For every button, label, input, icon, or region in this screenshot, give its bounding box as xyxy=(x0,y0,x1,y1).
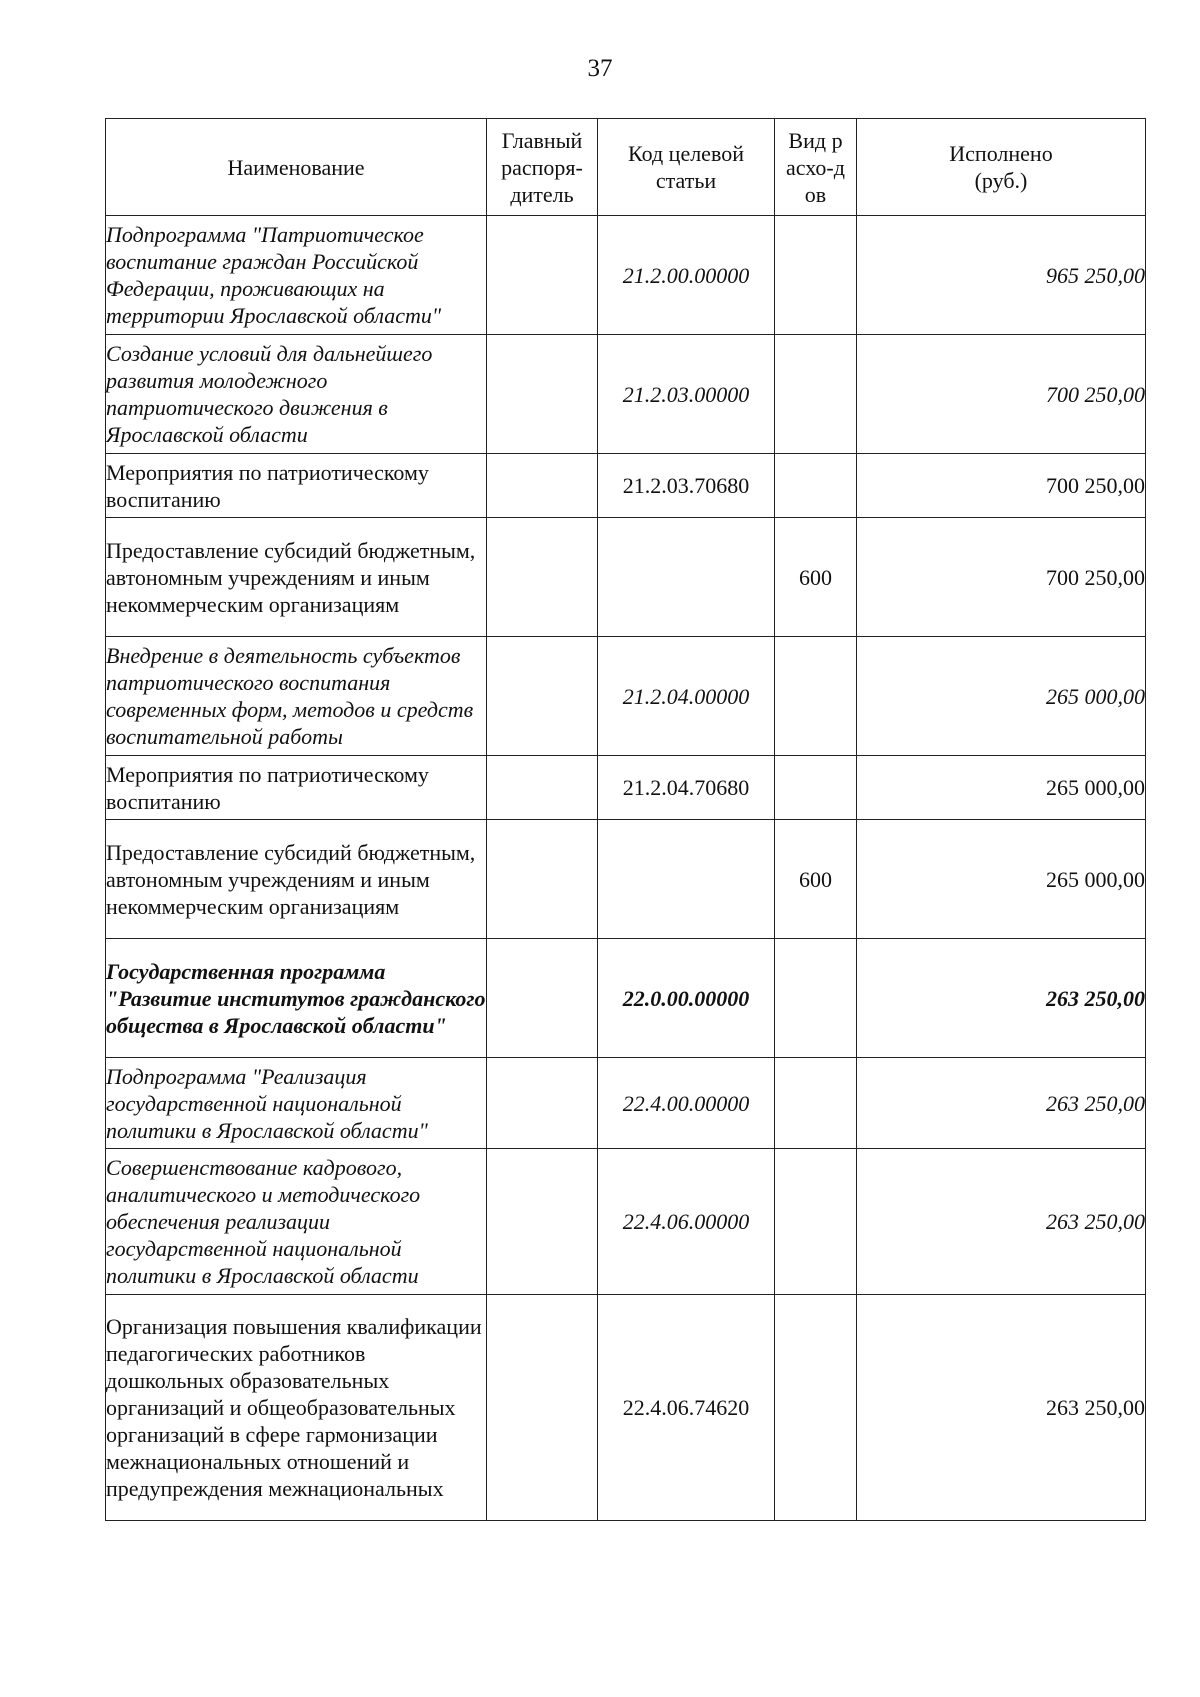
row-name: Подпрограмма "Реализация государственной национальной политики в Ярославской области" xyxy=(106,1058,487,1149)
row-name: Внедрение в деятельность субъектов патриотического воспитания современных форм, методов и средств воспитательной работы xyxy=(106,637,487,756)
table-row xyxy=(106,756,1146,820)
row-executed: 700 250,00 xyxy=(857,454,1146,518)
row-executed: 265 000,00 xyxy=(857,820,1146,939)
row-name: Предоставление субсидий бюджетным, автономным учреждениям и иным некоммерческим организациям xyxy=(106,820,487,939)
row-code: 21.2.03.00000 xyxy=(598,335,775,454)
header-name: Наименование xyxy=(106,119,487,216)
row-executed: 263 250,00 xyxy=(857,1149,1146,1295)
row-name: Государственная программа "Развитие институтов гражданского общества в Ярославской области" xyxy=(106,939,487,1058)
row-code: 21.2.04.00000 xyxy=(598,637,775,756)
header-manager-label: Главный распоря-дитель xyxy=(501,127,583,207)
row-code xyxy=(598,518,775,637)
row-code: 21.2.00.00000 xyxy=(598,216,775,335)
row-executed: 265 000,00 xyxy=(857,756,1146,820)
header-executed xyxy=(857,119,1146,216)
table-row xyxy=(106,454,1146,518)
row-manager xyxy=(487,1149,598,1295)
row-executed: 965 250,00 xyxy=(857,216,1146,335)
header-code xyxy=(598,119,775,216)
page-number: 37 xyxy=(587,55,613,82)
row-manager xyxy=(487,939,598,1058)
header-executed-label: Исполнено (руб.) xyxy=(949,141,1053,193)
row-expense-type xyxy=(775,939,857,1058)
row-manager xyxy=(487,335,598,454)
header-manager xyxy=(487,119,598,216)
table-row xyxy=(106,335,1146,454)
row-name: Мероприятия по патриотическому воспитанию xyxy=(106,756,487,820)
row-manager xyxy=(487,454,598,518)
row-expense-type: 600 xyxy=(775,820,857,939)
row-expense-type xyxy=(775,454,857,518)
row-name: Организация повышения квалификации педагогических работников дошкольных образовательных организаций и общеобразовательных организаций в сфере гармонизации межнациональных отношений и предупреждения межнациональных xyxy=(106,1295,487,1521)
table-row xyxy=(106,518,1146,637)
header-code-label: Код целевой статьи xyxy=(628,141,744,193)
row-expense-type xyxy=(775,1149,857,1295)
row-expense-type xyxy=(775,335,857,454)
row-name: Совершенствование кадрового, аналитического и методического обеспечения реализации государственной национальной политики в Ярославской области xyxy=(106,1149,487,1295)
table-row xyxy=(106,820,1146,939)
row-manager xyxy=(487,518,598,637)
table-row xyxy=(106,939,1146,1058)
row-name: Предоставление субсидий бюджетным, автономным учреждениям и иным некоммерческим организациям xyxy=(106,518,487,637)
row-name: Подпрограмма "Патриотическое воспитание граждан Российской Федерации, проживающих на территории Ярославской области" xyxy=(106,216,487,335)
header-expense-type xyxy=(775,119,857,216)
row-name: Мероприятия по патриотическому воспитанию xyxy=(106,454,487,518)
row-manager xyxy=(487,820,598,939)
row-expense-type xyxy=(775,1058,857,1149)
row-expense-type: 600 xyxy=(775,518,857,637)
row-executed: 700 250,00 xyxy=(857,518,1146,637)
row-manager xyxy=(487,1295,598,1521)
row-expense-type xyxy=(775,637,857,756)
row-name: Создание условий для дальнейшего развития молодежного патриотического движения в Ярославской области xyxy=(106,335,487,454)
row-code: 22.4.00.00000 xyxy=(598,1058,775,1149)
row-executed: 263 250,00 xyxy=(857,939,1146,1058)
row-code: 22.4.06.74620 xyxy=(598,1295,775,1521)
row-expense-type xyxy=(775,1295,857,1521)
row-manager xyxy=(487,637,598,756)
row-manager xyxy=(487,756,598,820)
row-executed: 263 250,00 xyxy=(857,1058,1146,1149)
table-row xyxy=(106,216,1146,335)
row-executed: 700 250,00 xyxy=(857,335,1146,454)
row-manager xyxy=(487,1058,598,1149)
row-expense-type xyxy=(775,216,857,335)
header-expense-type-label: Вид расхо-дов xyxy=(786,127,845,207)
table-row xyxy=(106,1149,1146,1295)
row-code: 21.2.03.70680 xyxy=(598,454,775,518)
row-code: 21.2.04.70680 xyxy=(598,756,775,820)
row-code: 22.4.06.00000 xyxy=(598,1149,775,1295)
row-executed: 263 250,00 xyxy=(857,1295,1146,1521)
table-row xyxy=(106,1295,1146,1521)
table-row xyxy=(106,637,1146,756)
budget-table xyxy=(105,118,1146,1521)
row-code: 22.0.00.00000 xyxy=(598,939,775,1058)
table-row xyxy=(106,1058,1146,1149)
row-manager xyxy=(487,216,598,335)
row-code xyxy=(598,820,775,939)
row-expense-type xyxy=(775,756,857,820)
table-header-row xyxy=(106,119,1146,216)
row-executed: 265 000,00 xyxy=(857,637,1146,756)
